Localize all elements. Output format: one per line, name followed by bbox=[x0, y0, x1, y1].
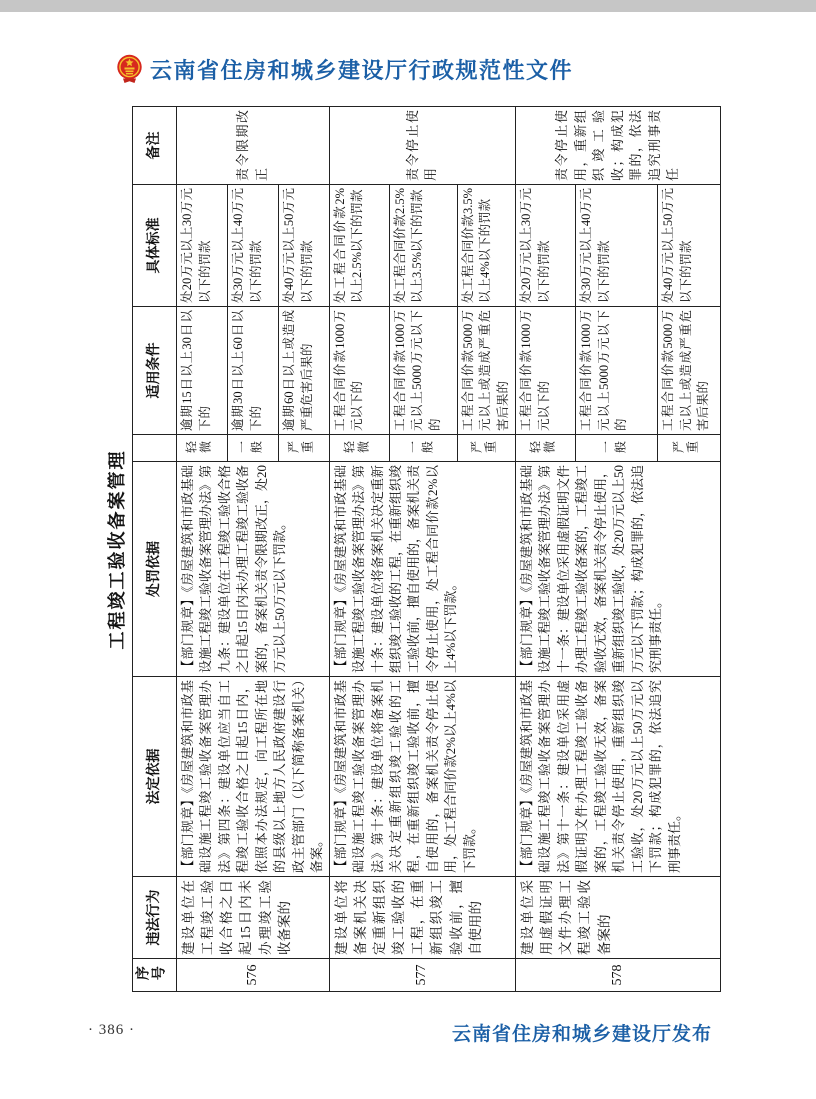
severity-cell: 一般 bbox=[389, 435, 457, 462]
standard-cell: 处40万元以上50万元以下的罚款 bbox=[278, 185, 329, 307]
readable-table-block bbox=[104, 107, 711, 992]
severity-cell: 一般 bbox=[575, 435, 657, 462]
regulation-table bbox=[132, 106, 721, 992]
condition-cell: 逾期30日以上60日以下的 bbox=[227, 307, 278, 435]
legal-basis-cell: 【部门规章】《房屋建筑和市政基础设施工程竣工验收备案管理办法》第四条：建设单位应当自工程竣工验收合格之日起15日内，依照本办法规定，向工程所在地的县级以上地方人民政府建设行政主管部门（以下简称备案机关）备案。 bbox=[177, 677, 330, 877]
serial-cell: 576 bbox=[177, 959, 330, 992]
standard-cell: 处20万元以上30万元以下的罚款 bbox=[177, 185, 228, 307]
page-number: · 386 · bbox=[88, 1022, 135, 1038]
header-severity-spacer bbox=[133, 435, 177, 462]
legal-basis-cell: 【部门规章】《房屋建筑和市政基础设施工程竣工验收备案管理办法》第十条：建设单位将备案机关决定重新组织竣工验收的工程，在重新组织竣工验收前，擅自使用的，备案机关责令停止使用，处工程合同价款2%以上4%以下罚款。 bbox=[329, 677, 515, 877]
condition-cell: 逾期60日以上或造成严重危害后果的 bbox=[278, 307, 329, 435]
serial-cell: 578 bbox=[515, 959, 720, 992]
page-top-edge bbox=[0, 0, 816, 12]
table-row bbox=[177, 107, 228, 992]
header-standard: 具体标准 bbox=[133, 185, 177, 307]
condition-cell: 工程合同价款5000万元以上或造成严重危害后果的 bbox=[457, 307, 515, 435]
remark-cell: 责令停止使用，重新组织竣工验收；构成犯罪的，依法追究刑事责任 bbox=[515, 107, 720, 185]
severity-cell: 严重 bbox=[457, 435, 515, 462]
header-remark: 备注 bbox=[133, 107, 177, 185]
header-title: 云南省住房和城乡建设厅行政规范性文件 bbox=[150, 58, 574, 83]
standard-cell: 处工程合同价款2.5%以上3.5%以下的罚款 bbox=[389, 185, 457, 307]
violation-cell: 建设单位采用虚假证明文件办理工程竣工验收备案的 bbox=[515, 877, 720, 959]
remark-cell: 责令停止使用 bbox=[329, 107, 515, 185]
standard-cell: 处工程合同价款3.5%以上4%以下的罚款 bbox=[457, 185, 515, 307]
severity-cell: 轻微 bbox=[177, 435, 228, 462]
standard-cell: 处20万元以上30万元以下的罚款 bbox=[515, 185, 575, 307]
standard-cell: 处40万元以上50万元以下的罚款 bbox=[657, 185, 720, 307]
condition-cell: 工程合同价款1000万元以下的 bbox=[329, 307, 389, 435]
table-row bbox=[329, 107, 389, 992]
serial-cell: 577 bbox=[329, 959, 515, 992]
header-violation: 违法行为 bbox=[133, 877, 177, 959]
standard-cell: 处30万元以上40万元以下的罚款 bbox=[575, 185, 657, 307]
condition-cell: 工程合同价款5000万元以上或造成严重危害后果的 bbox=[657, 307, 720, 435]
national-emblem-icon bbox=[116, 54, 143, 85]
standard-cell: 处工程合同价款2%以上2.5%以下的罚款 bbox=[329, 185, 389, 307]
severity-cell: 轻微 bbox=[515, 435, 575, 462]
table-header-row bbox=[133, 107, 177, 992]
publisher: 云南省住房和城乡建设厅发布 bbox=[451, 1024, 712, 1045]
violation-cell: 建设单位将备案机关决定重新组织竣工验收的工程，在重新组织竣工验收前，擅自使用的 bbox=[329, 877, 515, 959]
table-row bbox=[515, 107, 575, 992]
severity-cell: 一般 bbox=[227, 435, 278, 462]
document-header bbox=[116, 54, 573, 85]
penalty-basis-cell: 【部门规章】《房屋建筑和市政基础设施工程竣工验收备案管理办法》第九条：建设单位在工程竣工验收合格之日起15日内未办理工程竣工验收备案的，备案机关责令限期改正，处20万元以上50万元以下罚款。 bbox=[177, 462, 330, 677]
condition-cell: 工程合同价款1000万元以下的 bbox=[515, 307, 575, 435]
remark-cell: 责令限期改正 bbox=[177, 107, 330, 185]
condition-cell: 逾期15日以上30日以下的 bbox=[177, 307, 228, 435]
table-title: 工程竣工验收备案管理 bbox=[107, 449, 127, 650]
severity-cell: 严重 bbox=[657, 435, 720, 462]
penalty-basis-cell: 【部门规章】《房屋建筑和市政基础设施工程竣工验收备案管理办法》第十一条：建设单位采用虚假证明文件办理工程竣工验收备案的，工程竣工验收无效，备案机关责令停止使用，重新组织竣工验收，处20万元以上50万元以下罚款；构成犯罪的，依法追究刑事责任。 bbox=[515, 462, 720, 677]
standard-cell: 处30万元以上40万元以下的罚款 bbox=[227, 185, 278, 307]
penalty-basis-cell: 【部门规章】《房屋建筑和市政基础设施工程竣工验收备案管理办法》第十条：建设单位将备案机关决定重新组织竣工验收的工程，在重新组织竣工验收前，擅自使用的，备案机关责令停止使用，处工程合同价款2%以上4%以下罚款。 bbox=[329, 462, 515, 677]
header-condition: 适用条件 bbox=[133, 307, 177, 435]
legal-basis-cell: 【部门规章】《房屋建筑和市政基础设施工程竣工验收备案管理办法》第十一条：建设单位采用虚假证明文件办理工程竣工验收备案的，工程竣工验收无效，备案机关责令停止使用，重新组织竣工验收，处20万元以上50万元以下罚款；构成犯罪的，依法追究刑事责任。 bbox=[515, 677, 720, 877]
header-penalty-basis: 处罚依据 bbox=[133, 462, 177, 677]
rotated-table-area bbox=[104, 107, 711, 992]
condition-cell: 工程合同价款1000万元以上5000万元以下的 bbox=[389, 307, 457, 435]
header-serial: 序号 bbox=[133, 959, 177, 992]
header-legal-basis: 法定依据 bbox=[133, 677, 177, 877]
severity-cell: 轻微 bbox=[329, 435, 389, 462]
condition-cell: 工程合同价款1000万元以上5000万元以下的 bbox=[575, 307, 657, 435]
violation-cell: 建设单位在工程竣工验收合格之日起15日内未办理竣工验收备案的 bbox=[177, 877, 330, 959]
severity-cell: 严重 bbox=[278, 435, 329, 462]
